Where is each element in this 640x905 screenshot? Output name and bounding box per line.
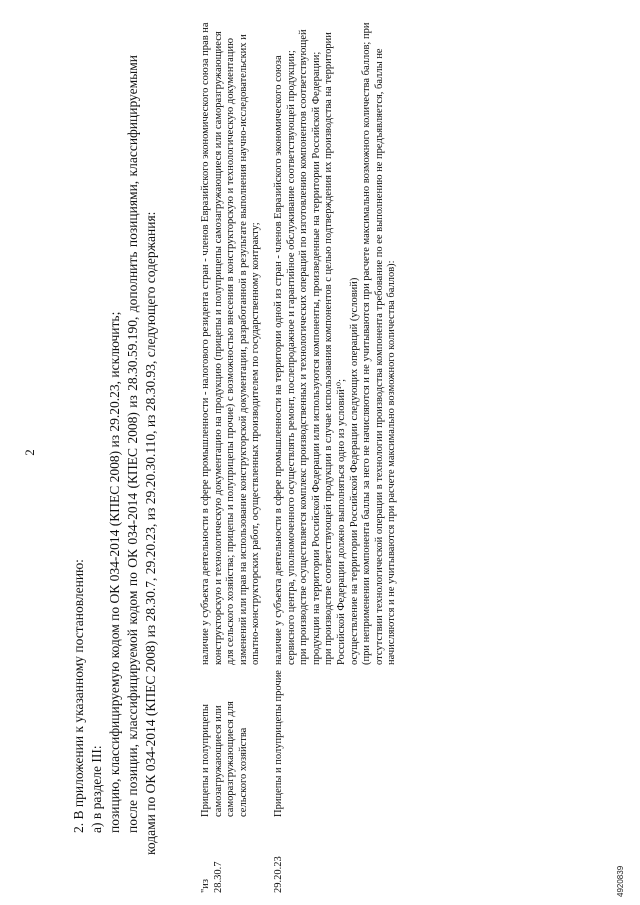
table-row bbox=[273, 17, 399, 893]
row-code: 29.20.23 bbox=[272, 856, 284, 893]
row-description: наличие у субъекта деятельности в сфере промышленности - налогового резидента стран - членов Евразийского экономического союза прав на конструкторскую и технологическую документацию на продукцию (прицепы и полуприцепы самозагружающиеся или саморазгружающиеся для сельского хозяйства; прицепы и полуприцепы прочие) с возможностью внесения в конструкторскую и технологическую документацию изменений или прав на использование конструкторской документации, разработанной в результате выполнения научно-исследовательских и опытно-конструкторских работ, осуществленных производителем по государственному контракту; bbox=[200, 22, 262, 665]
intro-line-1: 2. В приложении к указанному постановлению: bbox=[71, 559, 86, 833]
row-description: наличие у субъекта деятельности в сфере промышленности на территории одной из стран - членов Евразийского экономического союза сервисного центра, уполномоченного осуществлять ремонт, послепродажное и гарантийное обслуживание соответствующей продукции; при производстве осуществляется комплекс производственных и технологических операций по изготовлению компонентов соответствующей продукции на территории Российской Федерации или используются компоненты, произведенные на территории Российской Федерации; при производстве соответствующей продукции в случае использования компонентов с целью подтверждения их производства на территории Российской Федерации должно выполняться одно из условий¹⁰; осуществление на территории Российской Федерации следующих операций (условий) (при неприменении компонента баллы за него не начисляются и не учитываются при расчете максимально возможного количества баллов; при отсутствии технологической операции в технологии производства компонента требование по ее выполнению не предъявляется, баллы не начисляются и не учитываются при расчете максимально возможного количества баллов): bbox=[272, 22, 398, 665]
document-id: 4920839 bbox=[616, 865, 625, 897]
intro-block bbox=[70, 55, 160, 855]
row-name: Прицепы и полуприцепы самозагружающиеся или саморазгружающиеся для сельского хозяйства bbox=[200, 701, 249, 817]
row-code: "из 28.30.7 bbox=[200, 861, 224, 893]
row-name: Прицепы и полуприцепы прочие bbox=[272, 670, 284, 817]
codes-table bbox=[200, 17, 399, 893]
intro-line-2: а) в разделе III: bbox=[89, 745, 104, 833]
intro-line-4: после позиции, классифицируемой кодом по ОК 034-2014 (КПЕС 2008) из 28.30.59.190, дополнить позициями, классифицируемыми кодами по ОК 034-2014 (КПЕС 2008) из 28.30.7, 29.20.23, из 29.20.30.110, из 28.30.93, следующего содержания: bbox=[125, 55, 158, 855]
table-row bbox=[200, 17, 273, 893]
intro-line-3: позицию, классифицируемую кодом по ОК 034-2014 (КПЕС 2008) из 29.20.23, исключить; bbox=[107, 311, 122, 833]
page-number: 2 bbox=[22, 449, 37, 456]
